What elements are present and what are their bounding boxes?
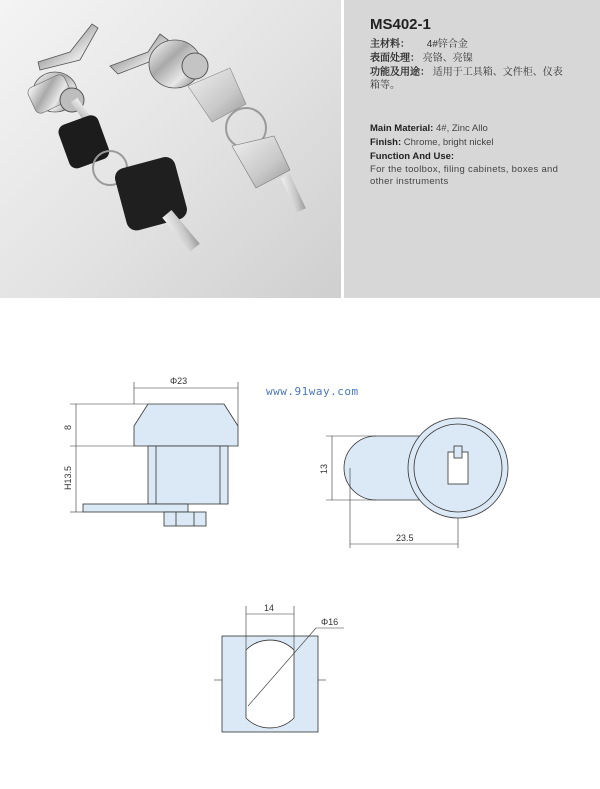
dim-side-height-body: H13.5: [63, 465, 73, 490]
cn-function-value-cont: 箱等。: [370, 80, 400, 91]
cn-material-value: 4#锌合金: [426, 39, 468, 50]
cn-finish-label: 表面处理：: [370, 53, 420, 64]
dim-side-height-top: 8: [63, 424, 73, 430]
en-finish-label: Finish:: [370, 137, 402, 148]
front-view-drawing: [326, 418, 508, 548]
en-function-value: For the toolbox, filing cabinets, boxes and other instruments: [370, 164, 559, 187]
side-view-drawing: [70, 382, 238, 526]
en-material-label: Main Material:: [370, 123, 434, 134]
cn-material-label: 主材料：: [370, 39, 410, 50]
dim-side-diameter: Φ23: [170, 376, 188, 386]
cn-function-label: 功能及用途：: [370, 67, 430, 78]
en-material-value: 4#, Zinc Allo: [436, 123, 488, 134]
en-finish-value: Chrome, bright nickel: [403, 137, 494, 148]
en-function-label: Function And Use:: [370, 151, 455, 162]
website-watermark: www.91way.com: [266, 385, 359, 398]
dim-front-length: 23.5: [396, 533, 414, 543]
dim-cutout-width: 14: [264, 603, 275, 613]
dim-front-height: 13: [319, 463, 329, 474]
cn-finish-value: 亮铬、亮镍: [422, 53, 473, 64]
model-number: MS402-1: [370, 16, 431, 33]
cn-function-value: 适用于工具箱、文件柜、仪表: [432, 67, 563, 78]
dim-cutout-diameter: Φ16: [321, 617, 339, 627]
